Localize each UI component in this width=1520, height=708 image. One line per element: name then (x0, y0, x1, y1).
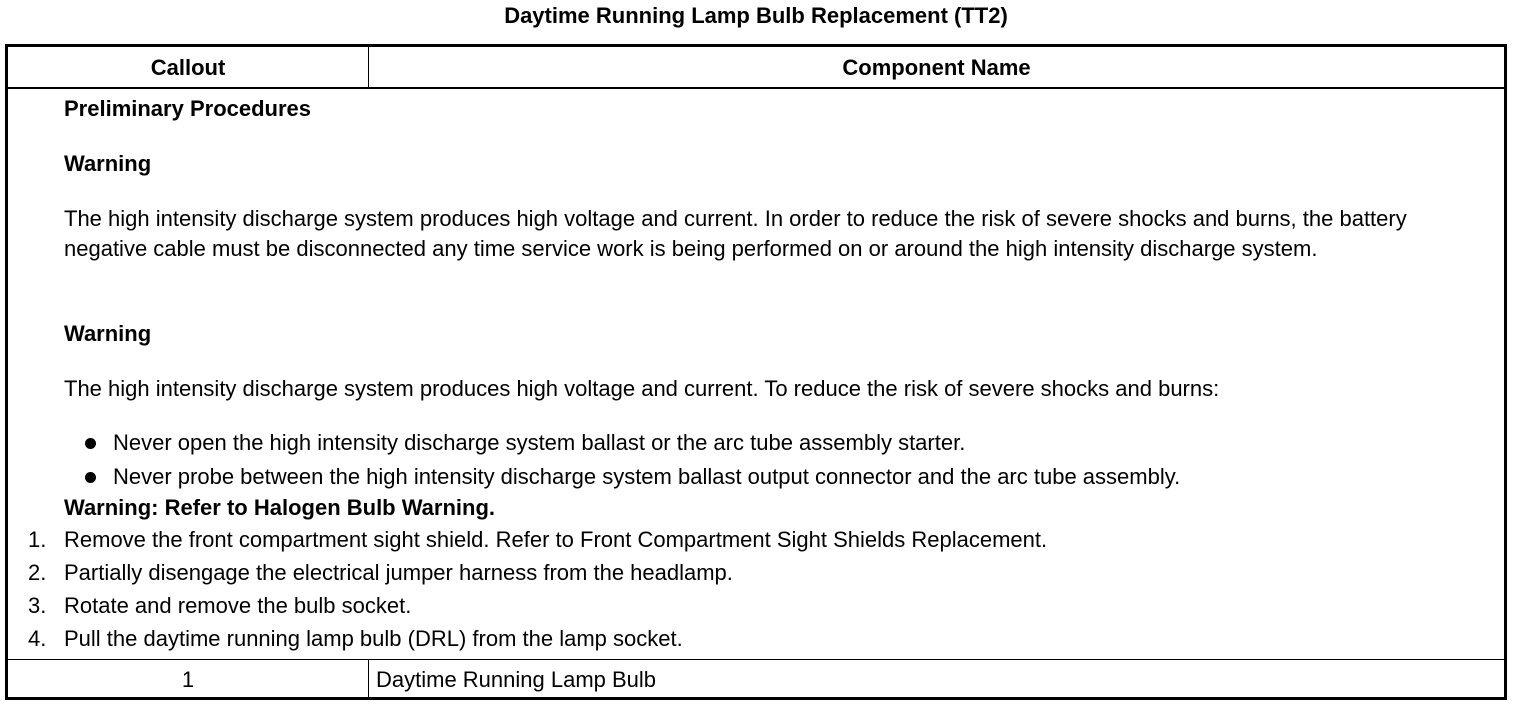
bullet-item: Never probe between the high intensity discharge system ballast output connector and the arc tube assembly. (113, 464, 1181, 489)
step-number: 4. (28, 626, 47, 651)
table-header-row (8, 47, 1504, 89)
header-callout: Callout (8, 47, 369, 87)
row-callout: 1 (8, 660, 369, 697)
step-text: Rotate and remove the bulb socket. (64, 593, 412, 618)
bullet-item: Never open the high intensity discharge system ballast or the arc tube assembly starter. (113, 430, 966, 455)
bullet-icon (85, 438, 96, 449)
bullet-icon (85, 472, 96, 483)
step-number: 1. (28, 527, 47, 552)
step-text: Partially disengage the electrical jumper harness from the headlamp. (64, 560, 733, 585)
step-number: 2. (28, 560, 47, 585)
warning-1-text: The high intensity discharge system produces high voltage and current. In order to reduce the risk of severe shocks and burns, the battery negative cable must be disconnected any time service work is being performed on or around the high intensity discharge system. (64, 206, 1407, 261)
warning-1-label: Warning (64, 151, 152, 176)
procedure-cell (8, 89, 1504, 660)
row-component-name: Daytime Running Lamp Bulb (376, 667, 657, 692)
component-table (5, 44, 1507, 700)
header-component-name: Component Name (842, 55, 1031, 80)
step-text: Pull the daytime running lamp bulb (DRL) from the lamp socket. (64, 626, 683, 651)
preliminary-procedures-heading: Preliminary Procedures (64, 96, 312, 121)
step-number: 3. (28, 593, 47, 618)
warning-3: Warning: Refer to Halogen Bulb Warning. (64, 495, 496, 520)
step-text: Remove the front compartment sight shield. Refer to Front Compartment Sight Shields Replacement. (64, 527, 1048, 552)
warning-2-label: Warning (64, 321, 152, 346)
page-title: Daytime Running Lamp Bulb Replacement (TT2) (504, 3, 1008, 28)
warning-2-text: The high intensity discharge system produces high voltage and current. To reduce the risk of severe shocks and burns: (64, 376, 1220, 401)
table-row (8, 660, 1504, 697)
